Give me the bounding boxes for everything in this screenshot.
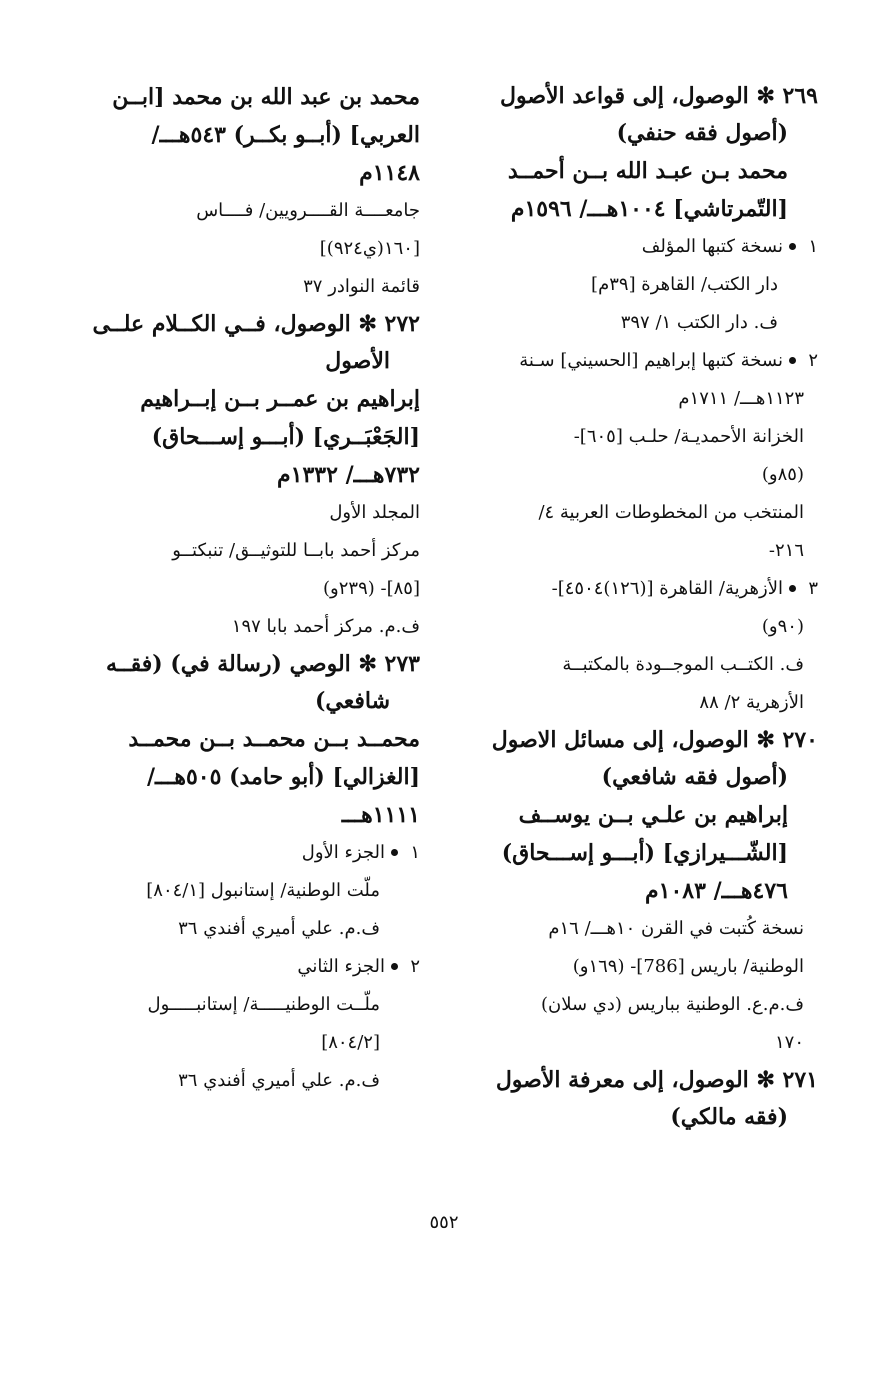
copy-1-heading [65,834,420,872]
copy-location: الأزهرية/ القاهرة [(١٢٦)٤٥٠٤]- [551,578,783,599]
copy-folios: (٩٠و) [761,616,804,637]
entry-title: ٢٧٠ ✻ الوصول، إلى مسائل الاصول [491,727,818,753]
entry-title: ٢٧٣ ✻ الوصي (رسالة في) (فقــه [105,651,420,677]
copy-shelfmark: [١٦٠(ي٩٢٤)] [319,238,420,259]
copy-description: نسخة كتبها المؤلف [641,236,783,257]
copy-2-heading [468,342,818,380]
copy-date: ١١٢٣هـــ/ ١٧١١م [678,388,804,409]
entry-author-name: العربي] (أبــو بكــر) ٥٤٣هـــ/ [151,122,420,148]
copy-number: ١ [808,236,818,257]
entry-subject: شافعي) [314,688,390,714]
entry-author-name: [الغزالي] (أبو حامد) ٥٠٥هـــ/ [146,764,420,790]
copy-location: جامعــــة القــــرويين/ فــــاس [196,200,420,221]
entry-271 [468,1062,818,1136]
bullet-icon [789,585,796,592]
entry-author-dates: ١١١١هـــ [341,802,420,828]
entry-subject: (فقه مالكي) [670,1104,788,1130]
copy-location: دار الكتب/ القاهرة [٣٩م] [591,274,778,295]
entry-author: محمد بـن عبـد الله بــن أحمــد [507,158,788,184]
copy-catalog: ف.م. علي أميري أفندي ٣٦ [178,1070,380,1091]
copy-1-heading [468,228,818,266]
entry-author: إبراهيم بن عمــر بــن إبــراهيم [140,386,420,412]
entry-author-dates: ٧٣٢هـــ/ ١٣٣٢م [277,462,420,488]
copy-location: الوطنية/ باريس [786]- (١٦٩و) [572,956,804,977]
copy-description: نسخة كتبها إبراهيم [الحسيني] سـنة [519,350,783,371]
entry-author-dates: [التّمرتاشي] ١٠٠٤هـــ/ ١٥٩٦م [510,196,788,222]
entry-author-dates: ٤٧٦هـــ/ ١٠٨٣م [645,878,788,904]
entry-subject: الأصول [325,348,390,374]
copy-volume: الجزء الثاني [297,956,385,977]
copy-shelfmark: [٨٠٤/٢] [321,1032,380,1053]
entry-title: ٢٧١ ✻ الوصول، إلى معرفة الأصول [495,1067,818,1093]
copy-number: ١ [410,842,420,863]
entry-272 [65,306,420,646]
copy-catalog: ف.م. علي أميري أفندي ٣٦ [178,918,380,939]
left-column [65,78,420,1100]
copy-catalog: ف. الكتــب الموجــودة بالمكتبــة [562,654,804,675]
copy-folios: (٨٥و) [761,464,804,485]
copy-catalog: المنتخب من المخطوطات العربية ٤/ [538,502,804,523]
copy-2-heading [65,948,420,986]
entry-author: إبراهيم بن علـي بــن يوســف [518,802,788,828]
right-column [468,78,818,1136]
copy-catalog: ف.م. مركز أحمد بابا ١٩٧ [231,616,420,637]
copy-volume: الجزء الأول [301,842,385,863]
bullet-icon [391,849,398,856]
entry-270 [468,722,818,1062]
entry-author-dates: ١١٤٨م [359,160,420,186]
entry-269 [468,78,818,722]
bullet-icon [391,963,398,970]
bullet-icon [789,357,796,364]
copy-number: ٢ [410,956,420,977]
copy-date: نسخة كُتبت في القرن ١٠هـــ/ ١٦م [548,918,804,939]
copy-catalog-page: ١٧٠ [774,1032,804,1053]
copy-location: الخزانة الأحمديـة/ حلـب [٦٠٥]- [573,426,804,447]
bullet-icon [789,243,796,250]
copy-catalog-page: ٢١٦- [768,540,804,561]
copy-catalog: ف.م.ع. الوطنية بباريس (دي سلان) [541,994,804,1015]
entry-subject: (أصول فقه حنفي) [616,120,788,146]
page-number: ٥٥٢ [429,1212,459,1233]
copy-3-heading [468,570,818,608]
copy-catalog-page: الأزهرية ٢/ ٨٨ [699,692,804,713]
entry-author: محمــد بــن محمــد بــن محمــد [128,726,420,752]
entry-author: محمد بن عبد الله بن محمد [ابــن [112,84,420,110]
entry-author-name: [الشّـــيرازي] (أبـــو إســـحاق) [501,840,788,866]
entry-273 [65,646,420,1100]
entry-subject: (أصول فقه شافعي) [601,764,788,790]
copy-location: ملّت الوطنية/ إستانبول [٨٠٤/١] [146,880,380,901]
entry-title: ٢٧٢ ✻ الوصول، فــي الكــلام علــى [92,311,420,337]
copy-folios: [٨٥]- (٢٣٩و) [323,578,420,599]
copy-catalog: قائمة النوادر ٣٧ [303,276,420,297]
copy-location: مركز أحمد بابــا للتوثيــق/ تنبكتــو [172,540,420,561]
copy-number: ٢ [808,350,818,371]
entry-271-continued [65,78,420,306]
copy-catalog: ف. دار الكتب ١/ ٣٩٧ [620,312,778,333]
entry-title: ٢٦٩ ✻ الوصول، إلى قواعد الأصول [499,83,818,109]
copy-volume: المجلد الأول [329,502,420,523]
copy-location: ملّــت الوطنيـــــة/ إستانبـــــول [147,994,380,1015]
copy-number: ٣ [808,578,818,599]
entry-author-name: [الجَعْبَــري] (أبـــو إســـحاق) [151,424,420,450]
